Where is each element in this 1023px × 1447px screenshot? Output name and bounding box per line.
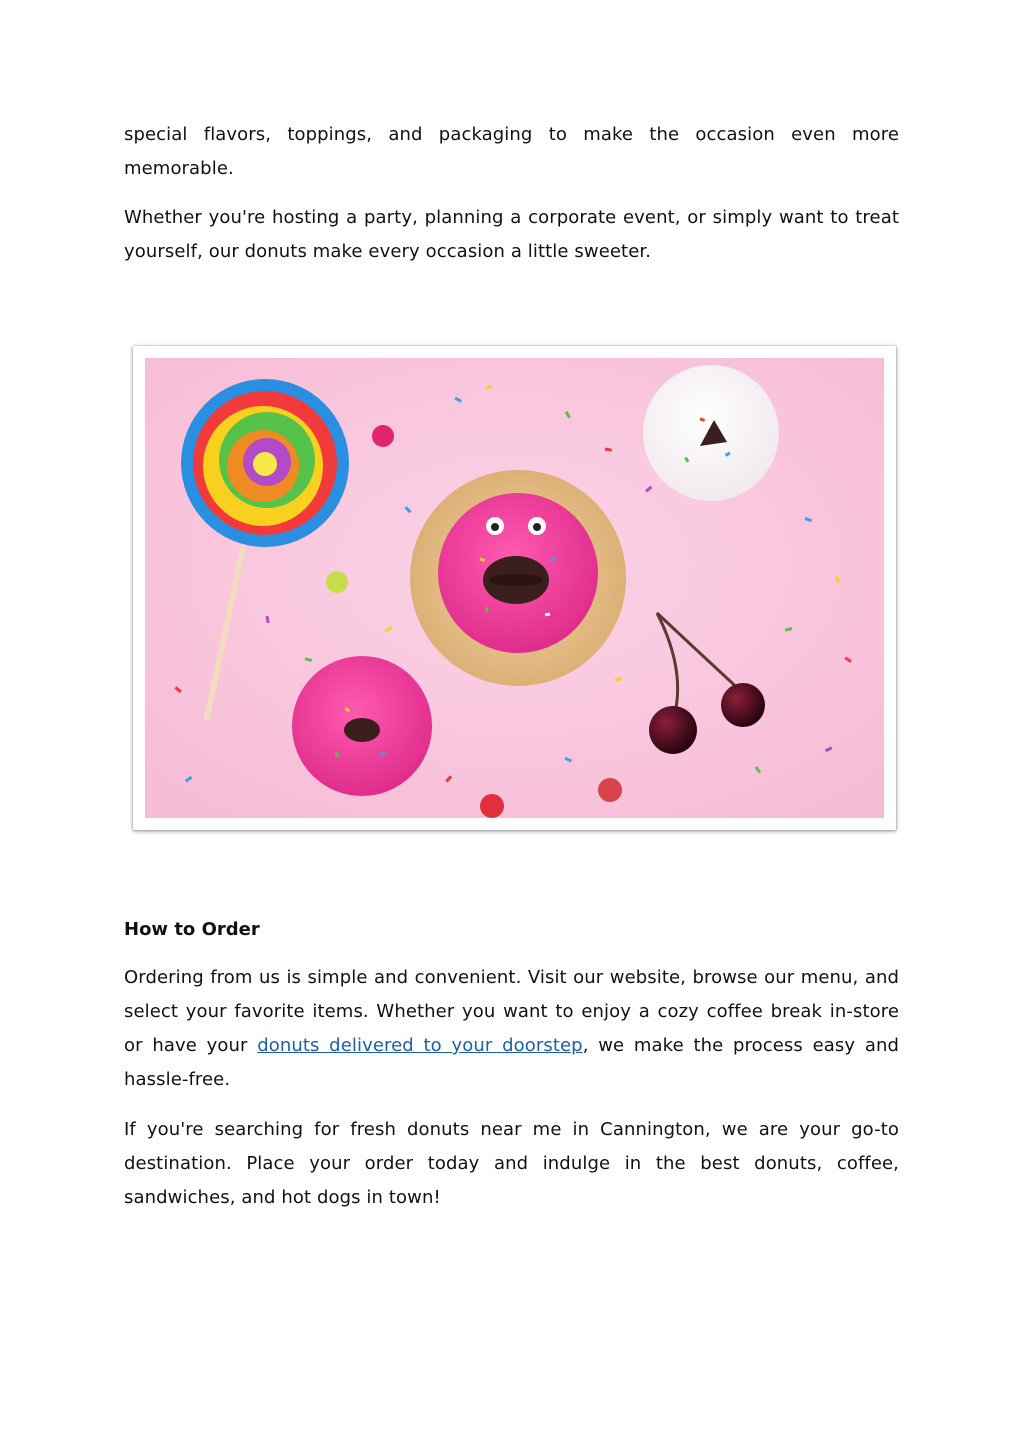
center-donut	[410, 470, 626, 686]
donut-photo-frame	[133, 346, 896, 830]
candy-ball-red-small	[598, 778, 622, 802]
candy-ball-pink	[372, 425, 394, 447]
paragraph-occasion: special flavors, toppings, and packaging to make the occasion even more memorable.	[124, 124, 899, 179]
paragraph-ordering	[124, 961, 899, 1097]
paragraph-cannington: If you're searching for fresh donuts near me in Cannington, we are your go-to destination. Place your order today and indulge in the best donuts, coffee, sandwiches, and hot dogs in town!	[124, 1119, 899, 1208]
candy-ball-green	[326, 571, 348, 593]
candy-ball-red	[480, 794, 504, 818]
white-donut	[643, 365, 779, 501]
donut-photo	[145, 358, 884, 818]
donuts-delivered-link[interactable]: donuts delivered to your doorstep	[257, 1035, 583, 1056]
pink-donut	[292, 656, 432, 796]
ordering-text-before-link: Ordering from us is simple and convenient. Visit our website, browse our menu, and select your favorite items. Whether you want to enjoy a cozy coffee break in-store or have your	[124, 967, 899, 1056]
paragraph-sweeter: Whether you're hosting a party, planning a corporate event, or simply want to treat yourself, our donuts make every occasion a little sweeter.	[124, 207, 899, 262]
ordering-text-after-link: , we make the process easy and hassle-free.	[124, 1035, 899, 1090]
section-heading-how-to-order: How to Order	[124, 919, 260, 940]
